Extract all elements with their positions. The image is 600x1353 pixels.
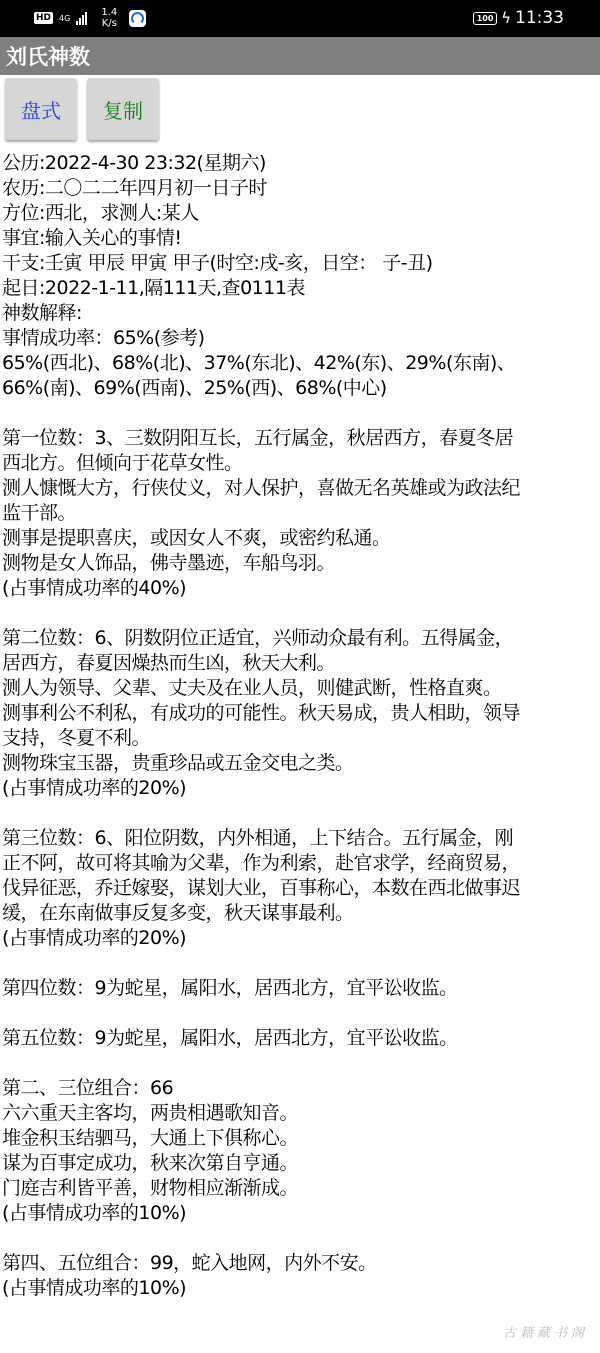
text-line: 测事利公不利私，有成功的可能性。秋天易成，贵人相助，领导	[2, 702, 521, 724]
text-line: 测人慷慨大方，行侠仗义，对人保护，喜做无名英雄或为政法纪	[2, 477, 521, 499]
blank-line	[2, 951, 600, 976]
text-line: 农历:二〇二二年四月初一日子时	[2, 177, 267, 199]
text-line: 谋为百事定成功，秋来次第自亨通。	[2, 1152, 299, 1174]
text-line: 第三位数：6、阳位阴数，内外相通，上下结合。五行属金，刚	[2, 827, 514, 849]
text-line: 事情成功率：65%(参考)	[2, 327, 205, 349]
status-bar	[0, 0, 600, 37]
text-line: 方位:西北，求测人:某人	[2, 202, 199, 224]
text-line: 第二位数：6、阴数阴位正适宜，兴师动众最有利。五得属金，	[2, 627, 514, 649]
text-line: 神数解释:	[2, 302, 82, 324]
text-line: 起日:2022-1-11,隔111天,查0111表	[2, 277, 305, 299]
text-line: 正不阿，故可将其喻为父辈，作为利索，赴官求学，经商贸易，	[2, 852, 521, 874]
text-line: 居西方，春夏因燥热而生凶，秋天大利。	[2, 652, 336, 674]
pan-button[interactable]: 盘式	[5, 78, 77, 140]
blank-line	[2, 801, 600, 826]
network-speed	[101, 7, 117, 29]
blank-line	[2, 1001, 600, 1026]
result-text	[2, 151, 600, 1301]
copy-button[interactable]: 复制	[87, 78, 159, 140]
text-line: 干支:壬寅 甲辰 甲寅 甲子(时空:戌-亥，日空： 子-丑)	[2, 252, 433, 274]
text-line: 西北方。但倾向于花草女性。	[2, 452, 243, 474]
text-line: 第一位数：3、三数阴阳互长，五行属金，秋居西方，春夏冬居	[2, 427, 514, 449]
speed-unit: K/s	[101, 18, 117, 29]
hd-badge: HD	[36, 13, 52, 23]
speed-value: 1.4	[101, 7, 118, 18]
text-line: 第五位数：9为蛇星，属阳水，居西北方，宜平讼收监。	[2, 1027, 458, 1049]
button-row	[0, 75, 600, 145]
watermark: 古籍藏书阁	[502, 1326, 588, 1341]
text-line: (占事情成功率的20%)	[2, 777, 187, 799]
signal-icon	[76, 12, 87, 25]
text-line: 第二、三位组合：66	[2, 1077, 174, 1099]
text-line: 门庭吉利皆平善，财物相应渐渐成。	[2, 1177, 299, 1199]
status-right	[473, 6, 564, 30]
status-left	[34, 6, 146, 30]
text-line: 测人为领导、父辈、丈夫及在业人员，则健武断，性格直爽。	[2, 677, 502, 699]
blank-line	[2, 1226, 600, 1251]
text-line: 支持，冬夏不利。	[2, 727, 151, 749]
app-bar	[0, 37, 600, 75]
text-line: 测物是女人饰品，佛寺墨迹，车船鸟羽。	[2, 552, 336, 574]
text-line: 第四、五位组合：99，蛇入地网，内外不安。	[2, 1252, 377, 1274]
blank-line	[2, 601, 600, 626]
text-line: (占事情成功率的10%)	[2, 1202, 187, 1224]
text-line: 缓，在东南做事反复多变，秋天谋事最利。	[2, 902, 354, 924]
text-line: (占事情成功率的20%)	[2, 927, 187, 949]
text-line: 堆金积玉结驷马，大通上下俱称心。	[2, 1127, 299, 1149]
text-line: 65%(西北)、68%(北)、37%(东北)、42%(东)、29%(东南)、	[2, 352, 516, 374]
text-line: 事宜:输入关心的事情!	[2, 227, 182, 249]
app-notification-icon	[129, 10, 146, 27]
charging-icon: ϟ	[501, 8, 511, 27]
blank-line	[2, 1051, 600, 1076]
text-line: 66%(南)、69%(西南)、25%(西)、68%(中心)	[2, 377, 387, 399]
text-line: 伐异征恶，乔迁嫁娶，谋划大业，百事称心，本数在西北做事迟	[2, 877, 521, 899]
text-line: (占事情成功率的40%)	[2, 577, 187, 599]
battery-icon: 100	[473, 12, 497, 25]
text-line: 监干部。	[2, 502, 77, 524]
text-line: (占事情成功率的10%)	[2, 1277, 187, 1299]
text-line: 六六重天主客均，两贵相遇歌知音。	[2, 1102, 299, 1124]
text-line: 测物珠宝玉器，贵重珍品或五金交电之类。	[2, 752, 354, 774]
app-title: 刘氏神数	[6, 45, 90, 69]
text-line: 公历:2022-4-30 23:32(星期六)	[2, 152, 266, 174]
text-line: 测事是提职喜庆，或因女人不爽，或密约私通。	[2, 527, 391, 549]
text-line: 第四位数：9为蛇星，属阳水，居西北方，宜平讼收监。	[2, 977, 458, 999]
blank-line	[2, 401, 600, 426]
clock: 11:33	[515, 8, 564, 28]
network-type: 4G	[59, 13, 71, 23]
